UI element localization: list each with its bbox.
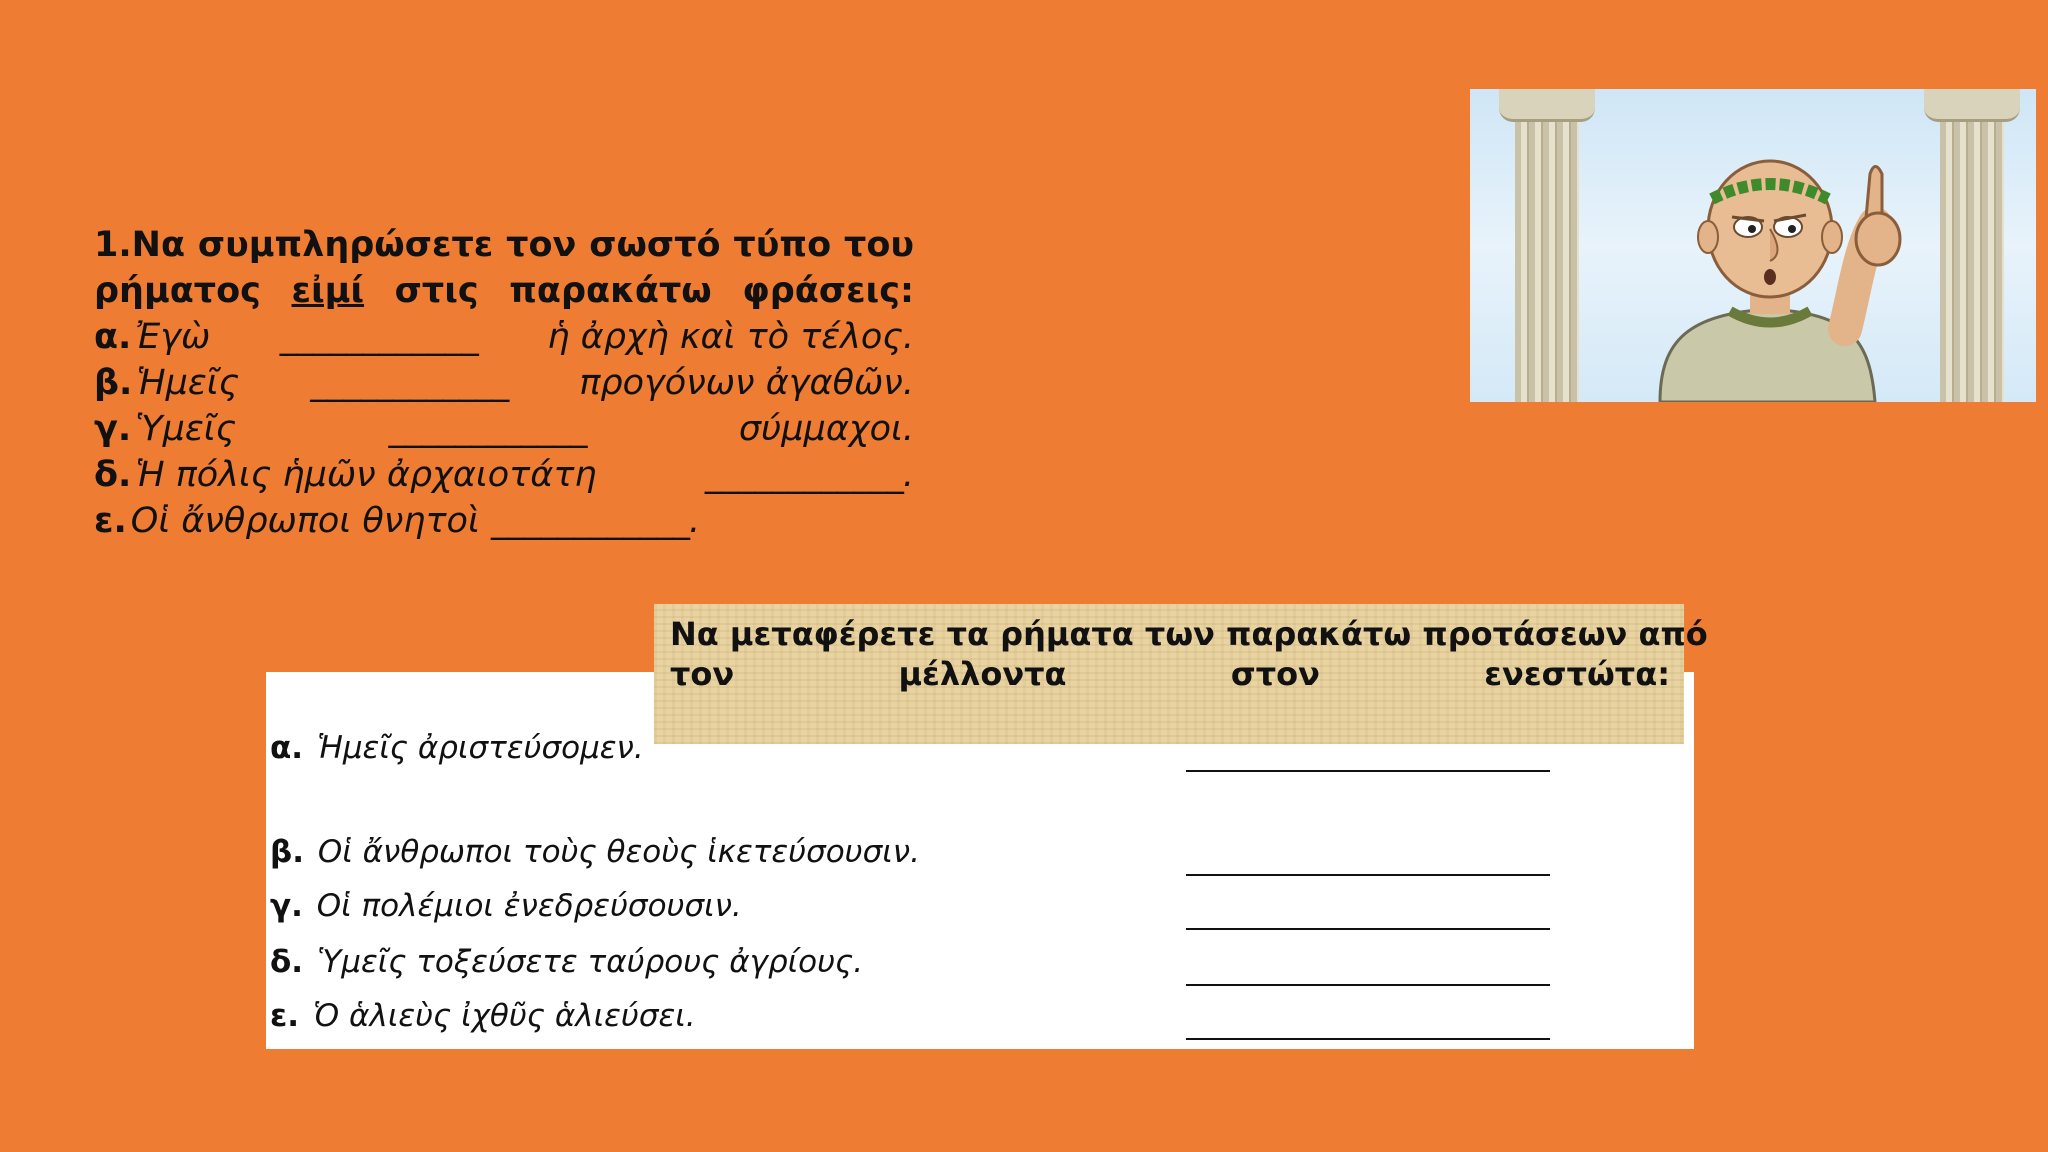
- title-word: ενεστώτα:: [1484, 655, 1670, 693]
- exercise-2-title-line-1: Να μεταφέρετε τα ρήματα των παρακάτω προτάσεων από: [670, 615, 1708, 653]
- exercise-1: [94, 222, 914, 544]
- item-text-after: σύμμαχοι.: [738, 409, 914, 449]
- item-label: δ.: [270, 944, 304, 980]
- item-sentence: Οἱ ἄνθρωποι τοὺς θεοὺς ἱκετεύσουσιν.: [317, 834, 920, 870]
- item-text-before: Ἡ πόλις ἡμῶν ἀρχαιοτάτη: [135, 455, 597, 495]
- title-word: στον: [1230, 655, 1320, 693]
- answer-line[interactable]: [1186, 928, 1550, 930]
- answer-blank[interactable]: ____________: [490, 501, 689, 541]
- answer-blank[interactable]: ____________: [279, 317, 478, 357]
- answer-blank[interactable]: ____________: [704, 455, 903, 495]
- title-word: παρακάτω: [509, 271, 712, 311]
- answer-line[interactable]: [1186, 874, 1550, 876]
- answer-line[interactable]: [1186, 770, 1550, 772]
- exercise-2-item: [270, 944, 1550, 988]
- item-text-before: Οἱ ἄνθρωποι θνητοὶ: [130, 501, 480, 541]
- item-text-after: .: [688, 501, 701, 541]
- item-label: α.: [94, 317, 132, 357]
- exercise-1-item: [94, 452, 914, 498]
- item-text-after: .: [902, 455, 914, 495]
- exercise-2-instruction-box: [654, 604, 1708, 744]
- verb-eimi: εἰμί: [291, 271, 365, 311]
- column-left-icon: [1515, 89, 1579, 402]
- answer-line[interactable]: [1186, 1038, 1550, 1040]
- exercise-1-item: [94, 406, 914, 452]
- item-text-before: Ἡμεῖς: [136, 363, 240, 403]
- exercise-1-title-line-2: [94, 268, 914, 314]
- teacher-illustration: [1470, 89, 2036, 402]
- item-text-before: Ἐγὼ: [135, 317, 211, 357]
- item-sentence: Ὁ ἁλιεὺς ἰχθῦς ἁλιεύσει.: [312, 998, 696, 1034]
- exercise-2-item: [270, 998, 1550, 1042]
- exercise-2-item: [270, 834, 1550, 878]
- title-word: φράσεις:: [742, 271, 914, 311]
- exercise-2-item: [270, 730, 1550, 774]
- item-label: ε.: [94, 501, 127, 541]
- exercise-2-title-line-2: [670, 654, 1670, 694]
- ancient-greek-man-icon: [1620, 129, 1920, 402]
- item-text-before: Ὑμεῖς: [135, 409, 237, 449]
- title-word: τον: [670, 655, 735, 693]
- item-label: δ.: [94, 455, 132, 495]
- item-label: α.: [270, 730, 304, 766]
- exercise-2-item: [270, 888, 1550, 932]
- item-label: γ.: [94, 409, 132, 449]
- title-word: μέλλοντα: [898, 655, 1067, 693]
- item-label: γ.: [270, 888, 303, 924]
- title-word: στις: [394, 271, 479, 311]
- item-sentence: Οἱ πολέμιοι ἐνεδρεύσουσιν.: [316, 888, 742, 924]
- exercise-1-item: [94, 498, 914, 544]
- item-sentence: Ὑμεῖς τοξεύσετε ταύρους ἀγρίους.: [316, 944, 864, 980]
- exercise-1-item: [94, 314, 914, 360]
- exercise-1-item: [94, 360, 914, 406]
- column-right-icon: [1940, 89, 2004, 402]
- answer-blank[interactable]: ____________: [388, 409, 587, 449]
- exercise-1-title-line-1: 1.Να συμπληρώσετε τον σωστό τύπο του: [94, 225, 914, 265]
- item-label: β.: [270, 834, 304, 870]
- item-label: β.: [94, 363, 133, 403]
- item-sentence: Ἡμεῖς ἀριστεύσομεν.: [316, 730, 644, 766]
- item-text-after: ἡ ἀρχὴ καὶ τὸ τέλος.: [547, 317, 914, 357]
- answer-blank[interactable]: ____________: [310, 363, 509, 403]
- item-text-after: προγόνων ἀγαθῶν.: [579, 363, 914, 403]
- title-word: ρήματος: [94, 271, 261, 311]
- item-label: ε.: [270, 998, 300, 1034]
- answer-line[interactable]: [1186, 984, 1550, 986]
